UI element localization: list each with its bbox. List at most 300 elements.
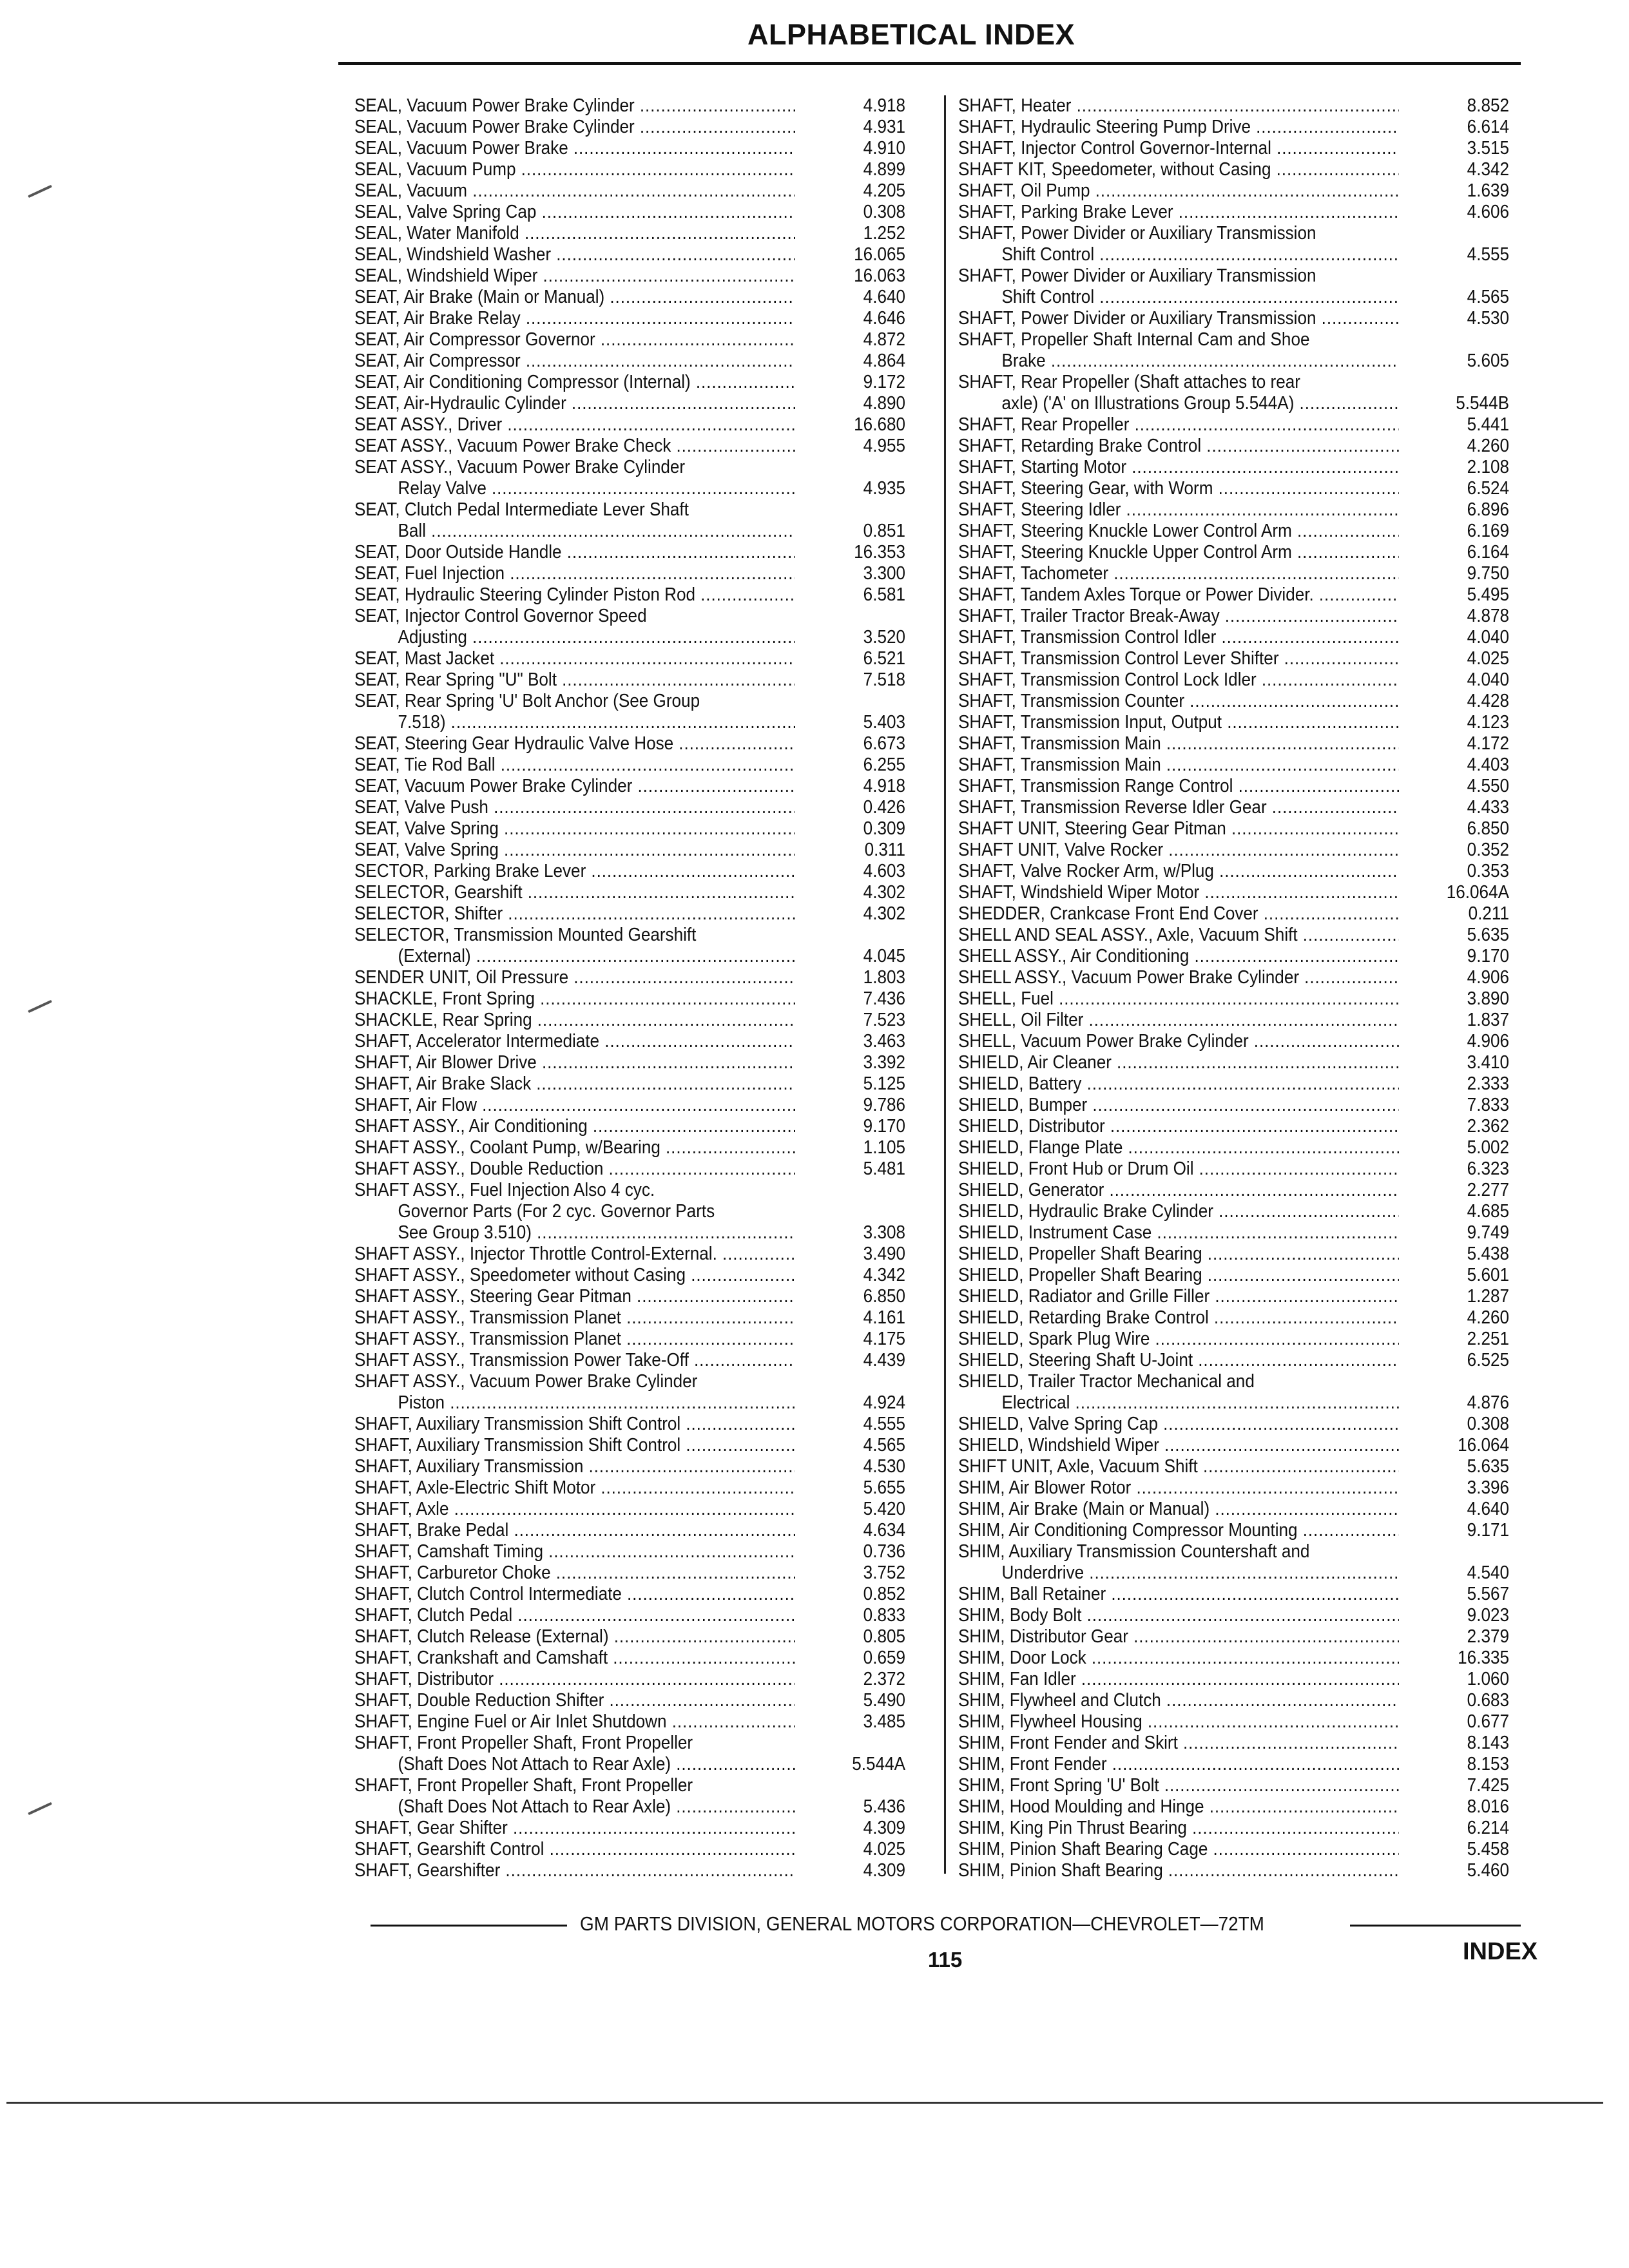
entry-description [958, 1201, 1399, 1222]
page-title: ALPHABETICAL INDEX [747, 18, 1075, 51]
entry-text: SHAFT, Heater [958, 95, 1072, 116]
entry-text: SHIFT UNIT, Axle, Vacuum Shift [958, 1456, 1198, 1477]
entry-reference: 1.639 [1467, 180, 1509, 201]
index-entry-line [958, 1754, 1531, 1775]
index-entry-line [958, 1477, 1531, 1499]
index-entry-line [354, 265, 927, 287]
entry-reference: 3.490 [863, 1244, 905, 1264]
index-entry-line [354, 1796, 927, 1818]
index-entry-line [354, 1562, 927, 1584]
index-entry-line [958, 223, 1531, 244]
entry-description [958, 1095, 1399, 1116]
entry-reference: 7.523 [863, 1010, 905, 1030]
entry-text: SHAFT, Front Propeller Shaft, Front Propeller [354, 1733, 693, 1753]
entry-reference: 5.544B [1456, 393, 1509, 414]
entry-description [958, 287, 1399, 308]
entry-description [958, 584, 1399, 606]
entry-reference: 5.458 [1467, 1839, 1509, 1860]
entry-reference: 3.485 [863, 1711, 905, 1732]
entry-description [354, 733, 795, 754]
entry-reference: 4.955 [863, 436, 905, 456]
index-entry-line [958, 840, 1531, 861]
entry-description [958, 563, 1399, 584]
entry-text: SHAFT, Engine Fuel or Air Inlet Shutdown [354, 1711, 667, 1732]
entry-text: SHAFT, Propeller Shaft Internal Cam and Shoe [958, 329, 1310, 350]
entry-reference: 4.309 [863, 1818, 905, 1838]
entry-text: SHAFT, Valve Rocker Arm, w/Plug [958, 861, 1214, 881]
entry-reference: 9.786 [863, 1095, 905, 1115]
index-entry-line [354, 1073, 927, 1095]
entry-reference: 6.521 [863, 648, 905, 669]
entry-reference: 4.935 [863, 478, 905, 499]
entry-description [354, 946, 795, 967]
index-entry-line [354, 1414, 927, 1435]
index-entry-line [958, 1796, 1531, 1818]
entry-reference: 5.125 [863, 1073, 905, 1094]
entry-description [958, 797, 1399, 818]
index-entry-line [958, 414, 1531, 436]
entry-description [354, 1116, 795, 1137]
entry-reference: 16.063 [854, 265, 905, 286]
entry-description [354, 1839, 795, 1860]
entry-reference: 4.302 [863, 882, 905, 903]
index-entry-line [354, 372, 927, 393]
index-entry-line [354, 1754, 927, 1775]
section-label: INDEX [1463, 1938, 1538, 1965]
entry-text: SHAFT KIT, Speedometer, without Casing [958, 159, 1271, 180]
entry-description [958, 1839, 1399, 1860]
entry-text: SHIELD, Trailer Tractor Mechanical and [958, 1371, 1255, 1392]
entry-reference: 4.040 [1467, 627, 1509, 648]
entry-description [354, 1201, 795, 1222]
entry-description [958, 1116, 1399, 1137]
entry-text: SHAFT, Transmission Control Lock Idler [958, 669, 1257, 690]
entry-reference: 0.309 [863, 818, 905, 839]
index-entry-line [958, 1669, 1531, 1690]
entry-description [354, 1775, 795, 1796]
entry-reference: 4.161 [863, 1307, 905, 1328]
entry-reference: 2.108 [1467, 457, 1509, 477]
index-entry-line [958, 861, 1531, 882]
entry-text: SEAT, Valve Spring [354, 818, 499, 839]
index-entry-line [958, 1456, 1531, 1477]
entry-text: SHAFT ASSY., Vacuum Power Brake Cylinder [354, 1371, 698, 1392]
entry-reference: 1.252 [863, 223, 905, 244]
index-entry-line [354, 138, 927, 159]
entry-description [958, 1733, 1399, 1754]
entry-text: SHAFT, Gearshifter [354, 1860, 501, 1881]
index-entry-line [354, 117, 927, 138]
entry-text: (Shaft Does Not Attach to Rear Axle) [398, 1754, 671, 1774]
entry-reference: 4.899 [863, 159, 905, 180]
entry-description [958, 648, 1399, 669]
entry-text: SHEDDER, Crankcase Front End Cover [958, 903, 1258, 924]
entry-text: SHELL ASSY., Vacuum Power Brake Cylinder [958, 967, 1300, 988]
index-entry-line [958, 159, 1531, 180]
index-entry-line [958, 202, 1531, 223]
entry-reference: 6.169 [1467, 521, 1509, 541]
entry-description [958, 521, 1399, 542]
entry-description [354, 244, 795, 265]
entry-text: SHAFT, Steering Knuckle Upper Control Arm [958, 542, 1292, 562]
entry-reference: 16.335 [1458, 1648, 1509, 1668]
entry-text: SHACKLE, Front Spring [354, 988, 535, 1009]
entry-text: SHAFT, Clutch Pedal [354, 1605, 513, 1626]
entry-reference: 9.023 [1467, 1605, 1509, 1626]
index-entry-line [958, 797, 1531, 818]
entry-text: SHIM, Hood Moulding and Hinge [958, 1796, 1204, 1817]
index-entry-line [958, 903, 1531, 925]
entry-text: SHIELD, Flange Plate [958, 1137, 1123, 1158]
entry-reference: 3.515 [1467, 138, 1509, 159]
entry-description [354, 1520, 795, 1541]
entry-text: SHAFT, Transmission Control Lever Shifter [958, 648, 1279, 669]
entry-description [354, 1158, 795, 1180]
index-entry-line [958, 1584, 1531, 1605]
entry-reference: 9.170 [863, 1116, 905, 1137]
punch-mark [28, 185, 52, 198]
entry-text: SEAT ASSY., Driver [354, 414, 503, 435]
entry-description [958, 1180, 1399, 1201]
entry-description [354, 1711, 795, 1733]
entry-description [354, 117, 795, 138]
entry-text: SHAFT, Distributor [354, 1669, 494, 1689]
entry-description [354, 1648, 795, 1669]
index-entry-line [354, 202, 927, 223]
entry-description [354, 329, 795, 351]
entry-text: SENDER UNIT, Oil Pressure [354, 967, 569, 988]
index-column-right [958, 95, 1532, 1881]
entry-text: SHAFT ASSY., Steering Gear Pitman [354, 1286, 631, 1307]
index-entry-line [354, 1052, 927, 1073]
entry-text: SHAFT ASSY., Air Conditioning [354, 1116, 588, 1137]
entry-text: SEAL, Windshield Wiper [354, 265, 538, 286]
entry-reference: 4.123 [1467, 712, 1509, 733]
index-entry-line [958, 1860, 1531, 1881]
index-entry-line [354, 159, 927, 180]
entry-text: SEAL, Vacuum Power Brake Cylinder [354, 95, 635, 116]
entry-text: SHAFT, Power Divider or Auxiliary Transmission [958, 265, 1316, 286]
index-entry-line [354, 1541, 927, 1562]
entry-reference: 5.567 [1467, 1584, 1509, 1604]
entry-reference: 7.518 [863, 669, 905, 690]
entry-text: SHAFT, Carburetor Choke [354, 1562, 551, 1583]
entry-description [958, 691, 1399, 712]
entry-description [958, 1031, 1399, 1052]
entry-reference: 5.544A [852, 1754, 905, 1774]
index-entry-line [354, 606, 927, 627]
index-entry-line [958, 776, 1531, 797]
entry-description [958, 946, 1399, 967]
entry-text: SEAL, Windshield Washer [354, 244, 552, 265]
entry-reference: 5.601 [1467, 1265, 1509, 1285]
index-entry-line [354, 1201, 927, 1222]
entry-description [354, 988, 795, 1010]
entry-text: SHIM, Air Brake (Main or Manual) [958, 1499, 1210, 1519]
index-entry-line [958, 1329, 1531, 1350]
index-entry-line [958, 1244, 1531, 1265]
entry-text: SHAFT, Crankshaft and Camshaft [354, 1648, 608, 1668]
index-entry-line [958, 542, 1531, 563]
entry-description [958, 754, 1399, 776]
index-entry-line [958, 967, 1531, 988]
index-entry-line [958, 180, 1531, 202]
entry-description [958, 1456, 1399, 1477]
entry-description [354, 648, 795, 669]
index-entry-line [958, 1095, 1531, 1116]
entry-description [958, 1669, 1399, 1690]
entry-description [958, 265, 1399, 287]
entry-reference: 4.910 [863, 138, 905, 159]
entry-text: SHAFT, Brake Pedal [354, 1520, 509, 1541]
entry-description [958, 1626, 1399, 1648]
entry-description [958, 117, 1399, 138]
entry-description [354, 1010, 795, 1031]
entry-text: SHAFT, Clutch Release (External) [354, 1626, 609, 1647]
index-entry-line [354, 1116, 927, 1137]
entry-reference: 3.463 [863, 1031, 905, 1052]
entry-description [958, 436, 1399, 457]
index-entry-line [958, 1052, 1531, 1073]
index-entry-line [354, 1839, 927, 1860]
entry-reference: 3.396 [1467, 1477, 1509, 1498]
entry-text: Adjusting [398, 627, 467, 648]
index-entry-line [354, 1818, 927, 1839]
entry-reference: 16.065 [854, 244, 905, 265]
index-entry-line [958, 1499, 1531, 1520]
index-entry-line [958, 1775, 1531, 1796]
entry-description [354, 521, 795, 542]
entry-description [958, 372, 1399, 393]
entry-description [354, 1371, 795, 1392]
entry-reference: 8.852 [1467, 95, 1509, 116]
index-entry-line [354, 627, 927, 648]
title-rule [338, 62, 1521, 65]
index-entry-line [354, 818, 927, 840]
entry-description [958, 903, 1399, 925]
entry-text: SHIM, Auxiliary Transmission Countershaft and [958, 1541, 1310, 1562]
entry-reference: 4.918 [863, 95, 905, 116]
entry-text: SHAFT, Transmission Input, Output [958, 712, 1222, 733]
entry-reference: 0.833 [863, 1605, 905, 1626]
index-entry-line [958, 1158, 1531, 1180]
entry-reference: 4.342 [863, 1265, 905, 1285]
entry-reference: 8.016 [1467, 1796, 1509, 1817]
index-entry-line [354, 499, 927, 521]
index-entry-line [354, 1669, 927, 1690]
entry-reference: 4.878 [1467, 606, 1509, 626]
entry-description [958, 499, 1399, 521]
entry-reference: 4.640 [863, 287, 905, 307]
entry-text: SHIELD, Windshield Wiper [958, 1435, 1159, 1456]
entry-text: SHIM, Flywheel Housing [958, 1711, 1142, 1732]
entry-description [354, 1031, 795, 1052]
index-entry-line [354, 478, 927, 499]
entry-reference: 6.525 [1467, 1350, 1509, 1370]
entry-text: SEAT, Tie Rod Ball [354, 754, 496, 775]
entry-description [354, 1414, 795, 1435]
entry-description [354, 308, 795, 329]
index-entry-line [958, 1073, 1531, 1095]
entry-text: SHAFT ASSY., Transmission Power Take-Off [354, 1350, 689, 1370]
index-entry-line [354, 308, 927, 329]
entry-description [354, 1244, 795, 1265]
entry-reference: 4.685 [1467, 1201, 1509, 1222]
entry-text: SEAT, Valve Spring [354, 840, 499, 860]
entry-description [958, 1222, 1399, 1244]
entry-description [354, 1584, 795, 1605]
entry-description [354, 1541, 795, 1562]
entry-reference: 1.105 [863, 1137, 905, 1158]
entry-reference: 0.308 [863, 202, 905, 222]
index-entry-line [354, 1307, 927, 1329]
entry-reference: 5.460 [1467, 1860, 1509, 1881]
index-entry-line [958, 754, 1531, 776]
entry-reference: 5.605 [1467, 351, 1509, 371]
entry-text: SEAT, Hydraulic Steering Cylinder Piston Rod [354, 584, 696, 605]
index-entry-line [354, 797, 927, 818]
entry-text: SEAT, Clutch Pedal Intermediate Lever Shaft [354, 499, 689, 520]
entry-text: SHAFT, Steering Gear, with Worm [958, 478, 1213, 499]
entry-text: SHIELD, Propeller Shaft Bearing [958, 1265, 1202, 1285]
index-entry-line [958, 1201, 1531, 1222]
entry-reference: 4.864 [863, 351, 905, 371]
entry-reference: 6.214 [1467, 1818, 1509, 1838]
entry-reference: 6.850 [863, 1286, 905, 1307]
entry-text: SEAT, Air Compressor Governor [354, 329, 595, 350]
entry-text: SEAL, Valve Spring Cap [354, 202, 537, 222]
entry-reference: 4.530 [863, 1456, 905, 1477]
entry-description [958, 1392, 1399, 1414]
entry-description [958, 988, 1399, 1010]
entry-reference: 2.251 [1467, 1329, 1509, 1349]
entry-reference: 5.635 [1467, 925, 1509, 945]
entry-text: SEAT ASSY., Vacuum Power Brake Cylinder [354, 457, 686, 477]
index-entry-line [354, 840, 927, 861]
index-entry-line [958, 1222, 1531, 1244]
entry-reference: 9.172 [863, 372, 905, 392]
entry-text: 7.518) [398, 712, 446, 733]
entry-text: Relay Valve [398, 478, 487, 499]
index-entry-line [958, 669, 1531, 691]
entry-reference: 5.403 [863, 712, 905, 733]
entry-text: SHIM, Fan Idler [958, 1669, 1076, 1689]
index-entry-line [354, 1626, 927, 1648]
entry-text: SHAFT, Retarding Brake Control [958, 436, 1202, 456]
index-entry-line [958, 1605, 1531, 1626]
entry-description [958, 202, 1399, 223]
entry-description [354, 265, 795, 287]
entry-description [354, 1690, 795, 1711]
index-entry-line [354, 776, 927, 797]
footer-text: GM PARTS DIVISION, GENERAL MOTORS CORPORATION—CHEVROLET—72TM [580, 1912, 1264, 1935]
index-entry-line [958, 1392, 1531, 1414]
entry-text: SEAL, Vacuum Power Brake Cylinder [354, 117, 635, 137]
entry-reference: 9.170 [1467, 946, 1509, 966]
entry-text: (External) [398, 946, 471, 966]
entry-reference: 2.277 [1467, 1180, 1509, 1200]
entry-reference: 0.851 [863, 521, 905, 541]
entry-description [354, 627, 795, 648]
entry-reference: 0.311 [864, 840, 905, 860]
entry-reference: 3.520 [863, 627, 905, 648]
entry-reference: 0.352 [1467, 840, 1509, 860]
entry-text: SEAL, Water Manifold [354, 223, 519, 244]
entry-reference: 5.481 [863, 1158, 905, 1179]
entry-text: SEAL, Vacuum Power Brake [354, 138, 568, 159]
entry-description [354, 669, 795, 691]
index-entry-line [958, 1286, 1531, 1307]
column-divider [944, 95, 946, 1874]
index-entry-line [354, 351, 927, 372]
index-entry-line [958, 627, 1531, 648]
index-entry-line [958, 117, 1531, 138]
entry-reference: 4.640 [1467, 1499, 1509, 1519]
entry-reference: 0.308 [1467, 1414, 1509, 1434]
entry-text: Shift Control [1001, 244, 1095, 265]
entry-text: SHIELD, Front Hub or Drum Oil [958, 1158, 1194, 1179]
entry-description [354, 95, 795, 117]
entry-description [354, 351, 795, 372]
index-entry-line [958, 138, 1531, 159]
entry-reference: 4.565 [863, 1435, 905, 1456]
entry-text: SEAT, Fuel Injection [354, 563, 505, 584]
index-entry-line [354, 1711, 927, 1733]
entry-description [354, 925, 795, 946]
entry-reference: 2.333 [1467, 1073, 1509, 1094]
index-entry-line [354, 712, 927, 733]
entry-description [354, 457, 795, 478]
entry-reference: 4.025 [1467, 648, 1509, 669]
page-number: 115 [928, 1948, 963, 1972]
entry-text: SHAFT, Oil Pump [958, 180, 1090, 201]
entry-description [958, 861, 1399, 882]
index-entry-line [354, 563, 927, 584]
entry-text: Brake [1001, 351, 1046, 371]
entry-text: Shift Control [1001, 287, 1095, 307]
index-entry-line [958, 988, 1531, 1010]
entry-description [958, 414, 1399, 436]
index-entry-line [354, 393, 927, 414]
index-entry-line [354, 1010, 927, 1031]
entry-text: SHAFT, Camshaft Timing [354, 1541, 543, 1562]
entry-text: SHAFT, Axle-Electric Shift Motor [354, 1477, 596, 1498]
entry-description [354, 776, 795, 797]
entry-reference: 3.308 [863, 1222, 905, 1243]
entry-reference: 3.392 [863, 1052, 905, 1073]
entry-description [958, 627, 1399, 648]
index-entry-line [958, 818, 1531, 840]
entry-description [958, 159, 1399, 180]
index-entry-line [354, 1158, 927, 1180]
entry-text: SHAFT, Transmission Main [958, 754, 1161, 775]
entry-reference: 1.803 [863, 967, 905, 988]
entry-text: SHAFT UNIT, Valve Rocker [958, 840, 1164, 860]
entry-description [958, 818, 1399, 840]
entry-description [354, 287, 795, 308]
entry-reference: 3.890 [1467, 988, 1509, 1009]
entry-reference: 0.353 [1467, 861, 1509, 881]
entry-reference: 4.918 [863, 776, 905, 796]
entry-description [354, 542, 795, 563]
entry-description [958, 1052, 1399, 1073]
entry-text: SHAFT, Transmission Main [958, 733, 1161, 754]
entry-reference: 0.426 [863, 797, 905, 818]
entry-text: SHAFT, Auxiliary Transmission Shift Control [354, 1435, 681, 1456]
entry-description [354, 414, 795, 436]
entry-reference: 5.490 [863, 1690, 905, 1711]
entry-description [354, 818, 795, 840]
